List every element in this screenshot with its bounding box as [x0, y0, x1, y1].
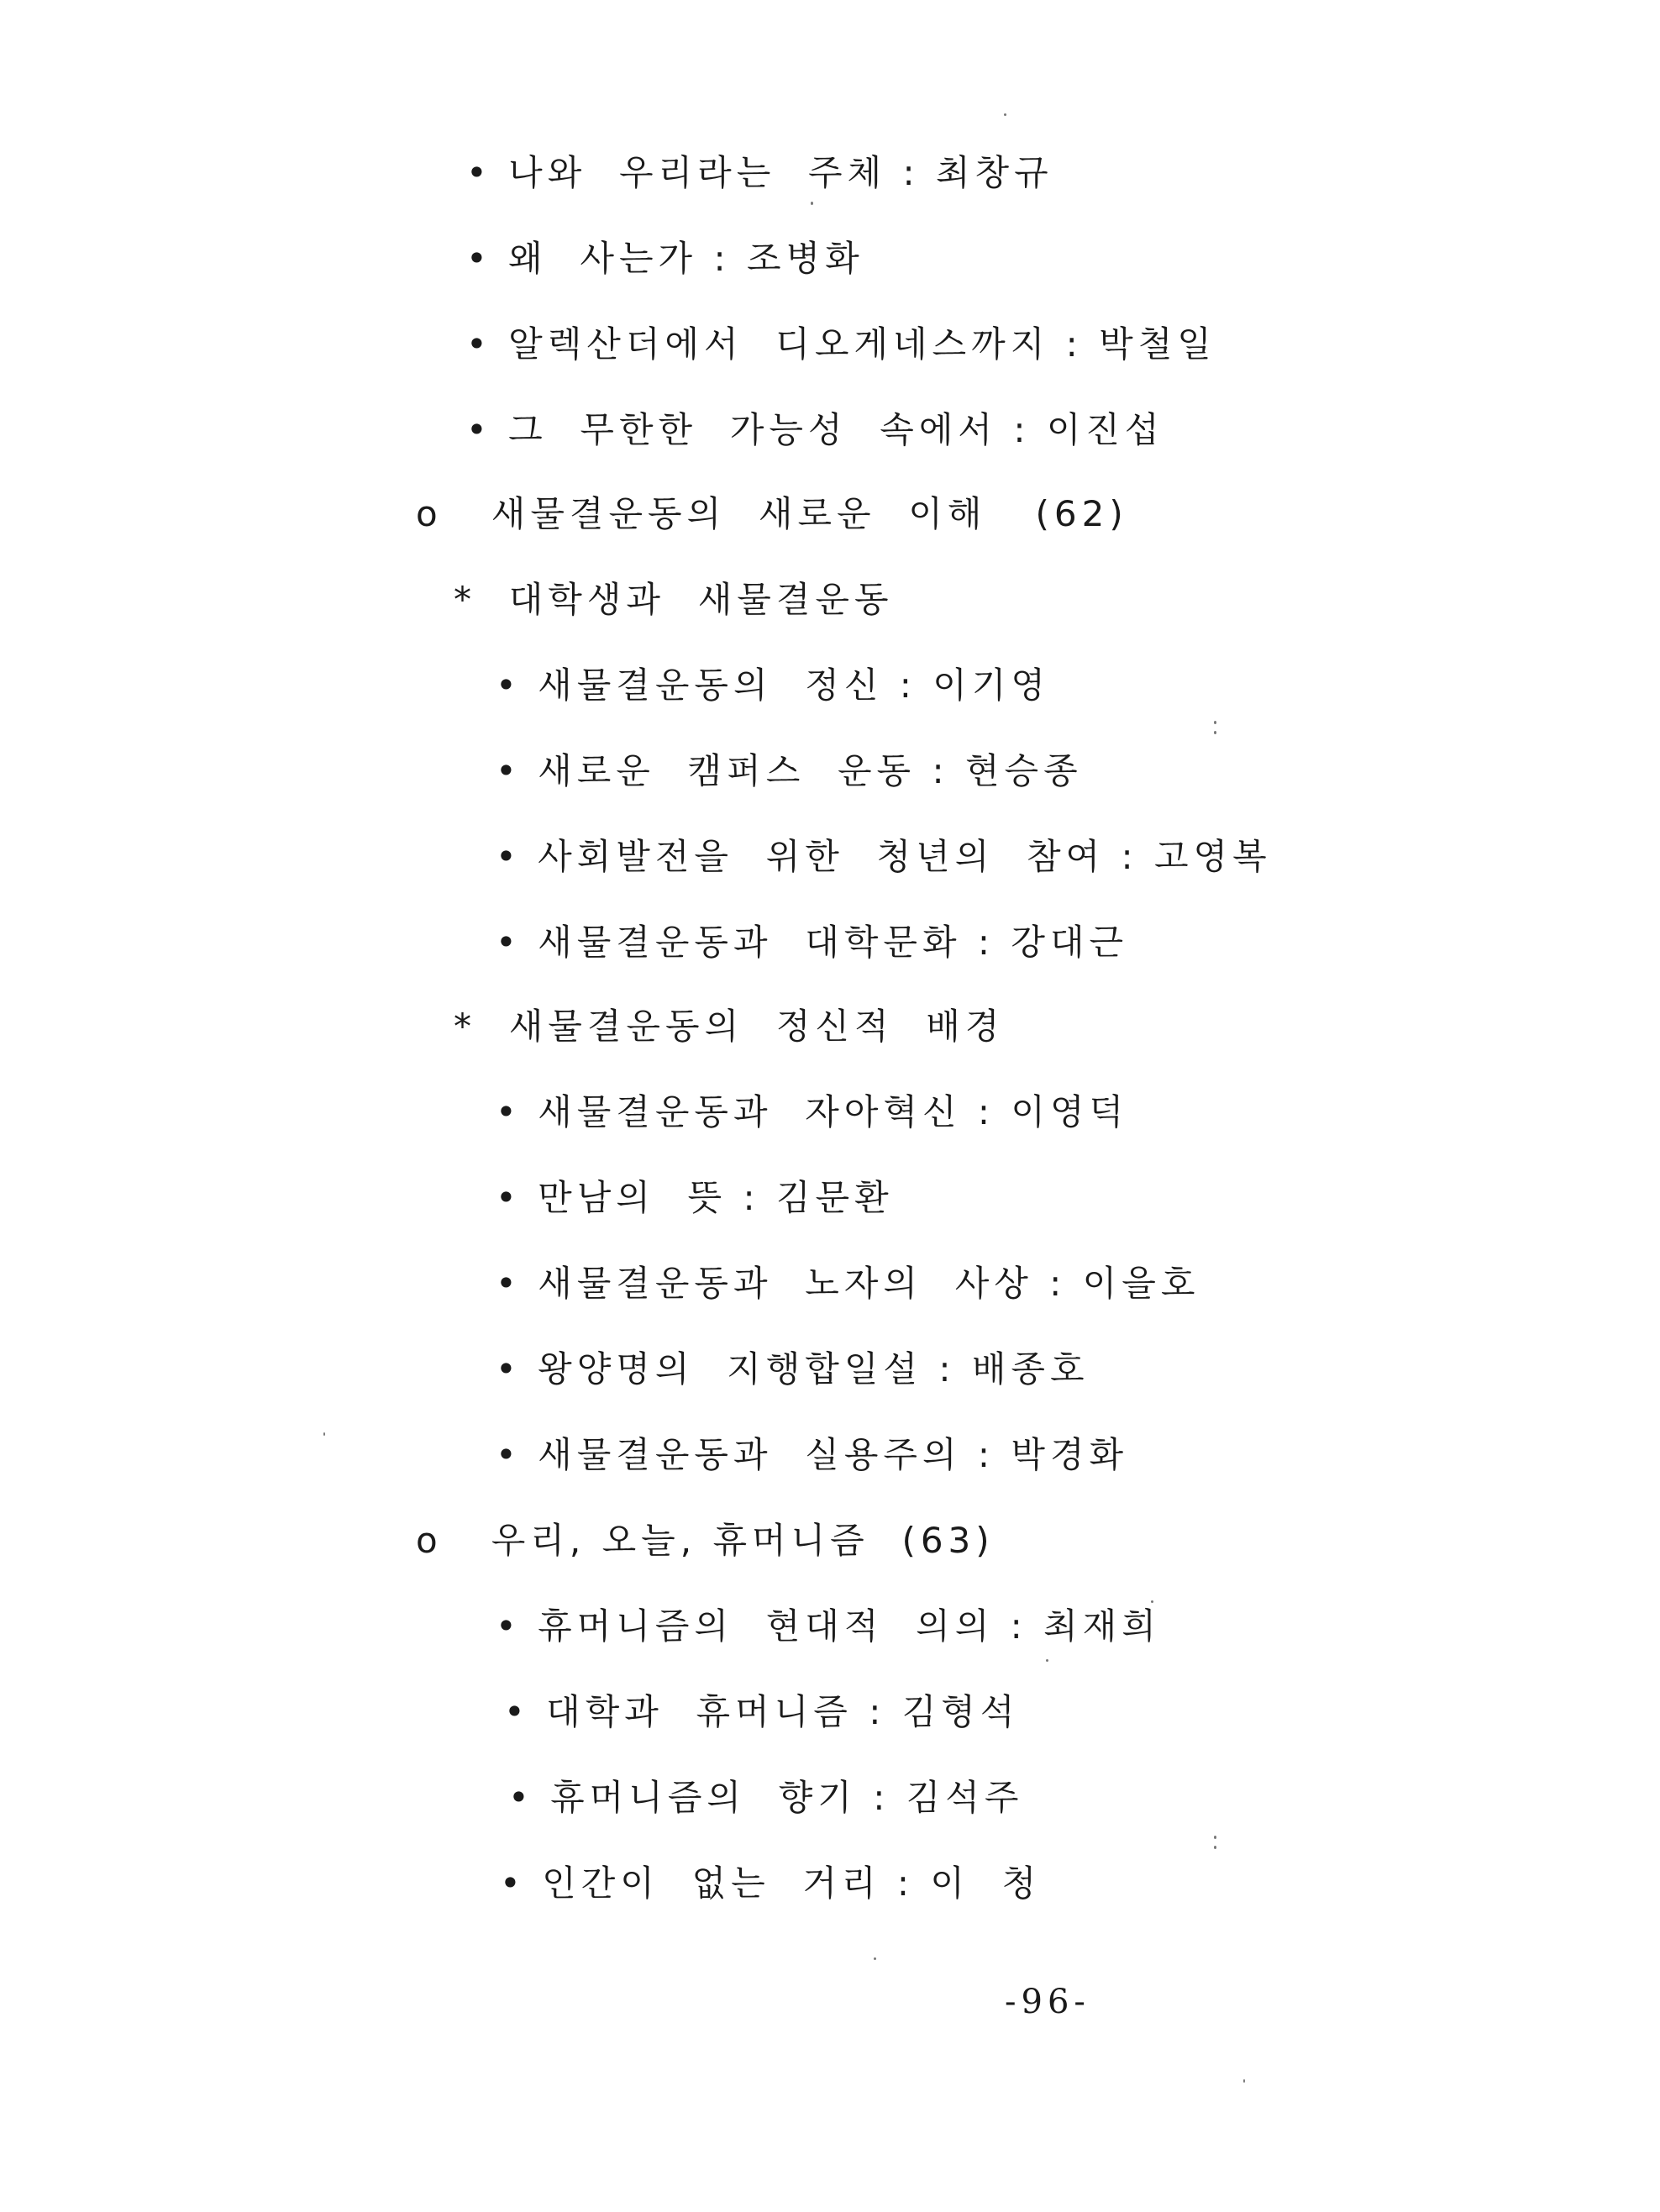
circle-marker: o [416, 1520, 443, 1561]
asterisk-marker: * [454, 579, 476, 620]
item-text: 그 무한한 가능성 속에서 : 이진섭 [508, 409, 1164, 450]
bullet-marker: • [508, 1777, 534, 1818]
subsection-heading [454, 1005, 1004, 1048]
asterisk-marker: * [454, 1006, 476, 1047]
item-text: 왜 사는가 : 조병화 [508, 238, 864, 279]
item-text: 인간이 없는 거리 : 이 청 [542, 1863, 1042, 1904]
scan-speck [323, 1432, 325, 1436]
heading-text: 대학생과 새물결운동 [508, 579, 894, 620]
subsection-heading [454, 578, 894, 622]
item-text: 새물결운동과 자아혁신 : 이영덕 [538, 1091, 1129, 1132]
list-item [496, 921, 1128, 964]
list-item [466, 237, 864, 281]
bullet-marker: • [466, 323, 492, 365]
section-heading [416, 1519, 995, 1563]
item-text: 새물결운동과 노자의 사상 : 이을호 [538, 1263, 1200, 1304]
heading-text: 새물결운동의 정신적 배경 [508, 1006, 1005, 1047]
item-text: 새물결운동의 정신 : 이기영 [538, 665, 1050, 706]
bullet-marker: • [466, 409, 492, 450]
list-item [496, 1605, 1161, 1648]
item-text: 나와 우리라는 주체 : 최창규 [508, 152, 1053, 193]
list-item [496, 835, 1272, 879]
section-heading [416, 492, 1128, 536]
scan-speck [1004, 113, 1006, 116]
bullet-marker: • [466, 152, 492, 193]
bullet-marker: • [496, 1605, 522, 1647]
scan-speck [1214, 1836, 1216, 1839]
list-item [496, 1176, 894, 1220]
item-text: 만남의 뜻 : 김문환 [538, 1177, 894, 1218]
heading-text: 우리, 오늘, 휴머니즘 (63) [491, 1520, 995, 1561]
bullet-marker: • [496, 922, 522, 963]
scan-speck [1214, 721, 1216, 724]
bullet-marker: • [496, 836, 522, 877]
item-text: 왕양명의 지행합일설 : 배종호 [538, 1348, 1090, 1390]
bullet-marker: • [466, 238, 492, 279]
list-item [496, 1262, 1200, 1306]
list-item [496, 1090, 1128, 1134]
item-text: 새로운 캠퍼스 운동 : 현승종 [538, 750, 1083, 791]
bullet-marker: • [496, 1091, 522, 1132]
list-item [466, 323, 1216, 366]
bullet-marker: • [496, 1263, 522, 1304]
item-text: 대학과 휴머니즘 : 김형석 [546, 1691, 1020, 1732]
list-item [466, 408, 1164, 452]
scan-speck [811, 202, 813, 205]
scan-speck [874, 1957, 876, 1960]
scan-speck [1214, 1846, 1216, 1849]
bullet-marker: • [504, 1691, 530, 1732]
item-text: 사회발전을 위한 청년의 참여 : 고영복 [538, 836, 1272, 877]
bullet-marker: • [496, 1434, 522, 1475]
scan-speck [1214, 731, 1216, 734]
list-item [496, 664, 1050, 707]
scan-speck [1151, 1600, 1153, 1603]
item-text: 알렉산더에서 디오게네스까지 : 박철일 [508, 323, 1216, 365]
bullet-marker: • [496, 1348, 522, 1390]
scan-speck [1046, 1659, 1048, 1662]
page-number: -96- [1005, 1983, 1090, 2021]
item-text: 휴머니즘의 현대적 의의 : 최재희 [538, 1605, 1161, 1647]
scan-speck [1243, 2079, 1245, 2083]
list-item [496, 1348, 1090, 1391]
heading-text: 새물결운동의 새로운 이해 (62) [491, 493, 1128, 534]
bullet-marker: • [500, 1863, 526, 1904]
bullet-marker: • [496, 750, 522, 791]
list-item [508, 1776, 1023, 1820]
list-item [466, 151, 1053, 195]
item-text: 새물결운동과 대학문화 : 강대근 [538, 922, 1129, 963]
list-item [504, 1690, 1019, 1734]
bullet-marker: • [496, 665, 522, 706]
item-text: 휴머니즘의 향기 : 김석주 [550, 1777, 1024, 1818]
item-text: 새물결운동과 실용주의 : 박경화 [538, 1434, 1129, 1475]
bullet-marker: • [496, 1177, 522, 1218]
list-item [496, 1433, 1128, 1477]
list-item [500, 1862, 1041, 1905]
circle-marker: o [416, 493, 443, 534]
list-item [496, 749, 1083, 793]
